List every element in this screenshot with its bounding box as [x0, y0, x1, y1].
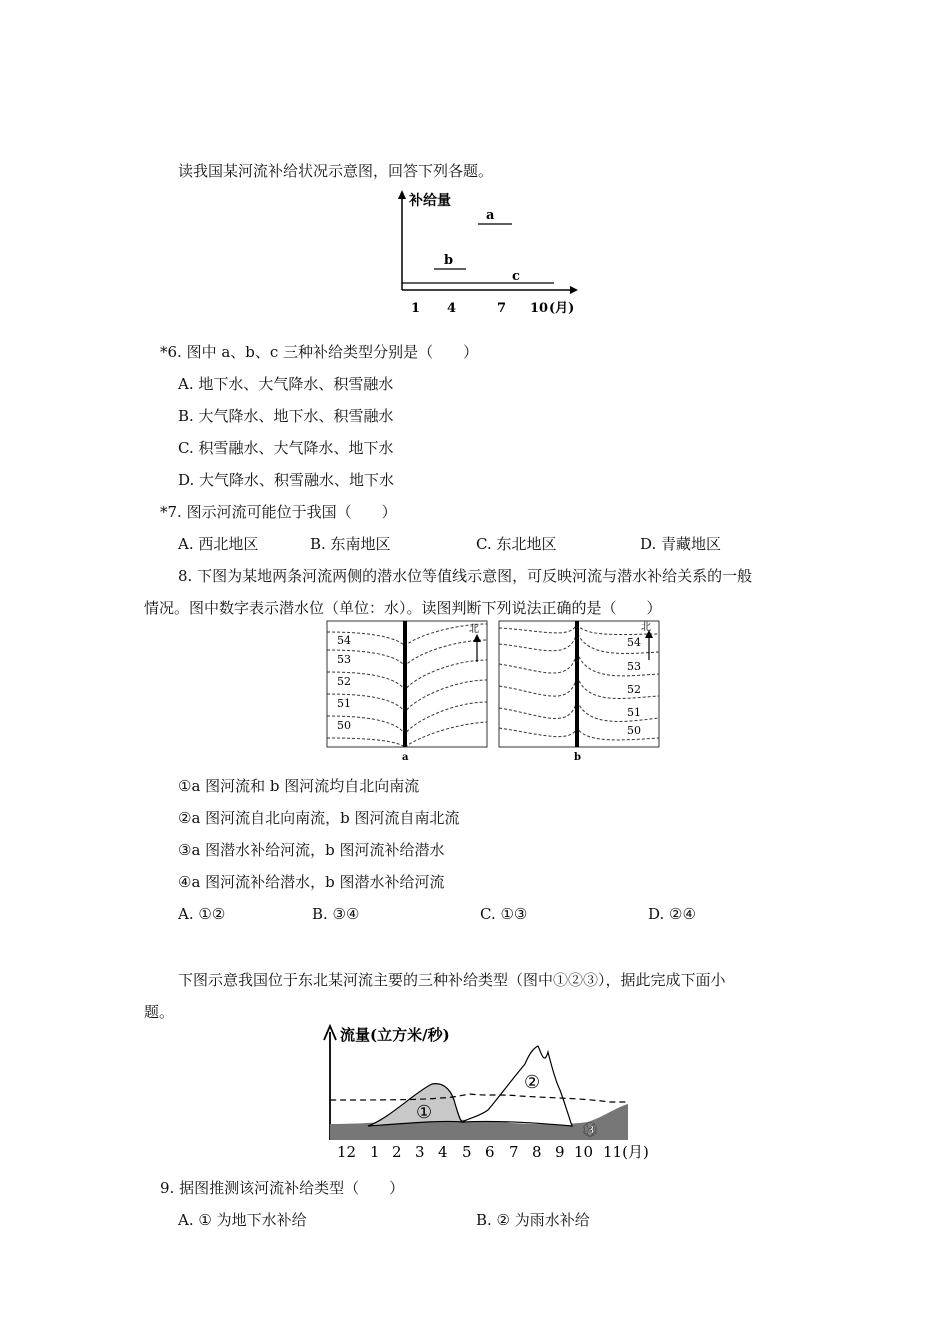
panel-a-value: 53	[337, 653, 351, 666]
fig1-ylabel: 补给量	[409, 193, 451, 209]
fig3-tick: 8	[532, 1143, 542, 1161]
q8-statement-3: ③a 图潜水补给河流，b 图河流补给潜水	[178, 841, 445, 859]
panel-b-caption: b	[574, 752, 581, 763]
q7-option-b: B. 东南地区	[310, 535, 391, 553]
fig1-tick: (月)	[549, 301, 575, 316]
panel-b-value: 50	[627, 724, 641, 737]
panel-a-value: 52	[337, 675, 351, 688]
q6-option-a: A. 地下水、大气降水、积雪融水	[178, 375, 394, 393]
q7-option-c: C. 东北地区	[476, 535, 557, 553]
panel-a-caption: a	[402, 752, 409, 763]
water-table-isoline-figure	[325, 618, 671, 768]
intro-text-2-line2: 题。	[144, 1003, 175, 1021]
fig3-tick: 6	[485, 1143, 495, 1161]
q6-stem: *6. 图中 a、b、c 三种补给类型分别是（ ）	[160, 343, 479, 361]
panel-a	[327, 621, 487, 763]
q7-option-d: D. 青藏地区	[640, 535, 722, 553]
q8-option-c: C. ①③	[480, 905, 528, 923]
intro-text-1: 读我国某河流补给状况示意图，回答下列各题。	[178, 162, 494, 180]
intro-text-2-line1: 下图示意我国位于东北某河流主要的三种补给类型（图中①②③），据此完成下面小	[178, 971, 726, 989]
north-arrow-icon	[473, 634, 481, 662]
panel-b-value: 53	[627, 660, 641, 673]
q7-stem: *7. 图示河流可能位于我国（ ）	[160, 503, 397, 521]
panel-b-value: 51	[627, 706, 641, 719]
fig3-tick: 11(月)	[603, 1143, 649, 1161]
marker-1: ①	[416, 1102, 433, 1123]
q8-stem-line1: 8. 下图为某地两条河流两侧的潜水位等值线示意图，可反映河流与潜水补给关系的一般	[178, 567, 753, 585]
marker-2: ②	[524, 1072, 541, 1093]
fig3-tick: 10	[574, 1143, 594, 1161]
q8-statement-1: ①a 图河流和 b 图河流均自北向南流	[178, 777, 420, 795]
fig1-tick: 10	[530, 301, 549, 316]
fig1-label-b: b	[444, 253, 454, 268]
q8-statement-4: ④a 图河流补给潜水，b 图潜水补给河流	[178, 873, 445, 891]
q8-stem-line2: 情况。图中数字表示潜水位（单位：水）。读图判断下列说法正确的是（ ）	[144, 599, 662, 617]
fig3-tick: 7	[509, 1143, 519, 1161]
recharge-chart-1	[392, 188, 592, 320]
fig1-label-a: a	[486, 208, 495, 223]
q6-option-b: B. 大气降水、地下水、积雪融水	[178, 407, 394, 425]
q9-option-a: A. ① 为地下水补给	[178, 1211, 307, 1229]
discharge-hydrograph	[320, 1022, 670, 1164]
fig1-label-c: c	[512, 269, 520, 284]
q8-statement-2: ②a 图河流自北向南流，b 图河流自南北流	[178, 809, 460, 827]
q9-option-b: B. ② 为雨水补给	[476, 1211, 590, 1229]
fig3-tick: 4	[438, 1143, 448, 1161]
north-label: 北	[641, 622, 651, 633]
north-label: 北	[469, 624, 479, 635]
fig1-tick: 7	[497, 301, 507, 316]
panel-a-value: 51	[337, 697, 351, 710]
panel-a-value: 50	[337, 719, 351, 732]
q8-option-b: B. ③④	[312, 905, 360, 923]
marker-3: ③	[582, 1120, 599, 1141]
fig1-tick: 1	[411, 301, 421, 316]
q6-option-c: C. 积雪融水、大气降水、地下水	[178, 439, 394, 457]
q6-option-d: D. 大气降水、积雪融水、地下水	[178, 471, 395, 489]
fig3-tick: 1	[370, 1143, 380, 1161]
fig1-tick: 4	[447, 301, 457, 316]
q8-option-d: D. ②④	[648, 905, 696, 923]
fig3-tick: 12	[337, 1143, 357, 1161]
fig3-tick: 5	[462, 1143, 472, 1161]
panel-b	[499, 621, 659, 763]
fig3-tick: 3	[415, 1143, 425, 1161]
fig3-tick: 9	[555, 1143, 565, 1161]
panel-b-value: 52	[627, 683, 641, 696]
panel-a-value: 54	[337, 634, 351, 647]
q7-option-a: A. 西北地区	[178, 535, 259, 553]
panel-b-value: 54	[627, 636, 641, 649]
q8-option-a: A. ①②	[178, 905, 226, 923]
fig3-tick: 2	[392, 1143, 402, 1161]
fig3-ylabel: 流量(立方米/秒)	[340, 1026, 450, 1044]
q9-stem: 9. 据图推测该河流补给类型（ ）	[160, 1179, 405, 1197]
